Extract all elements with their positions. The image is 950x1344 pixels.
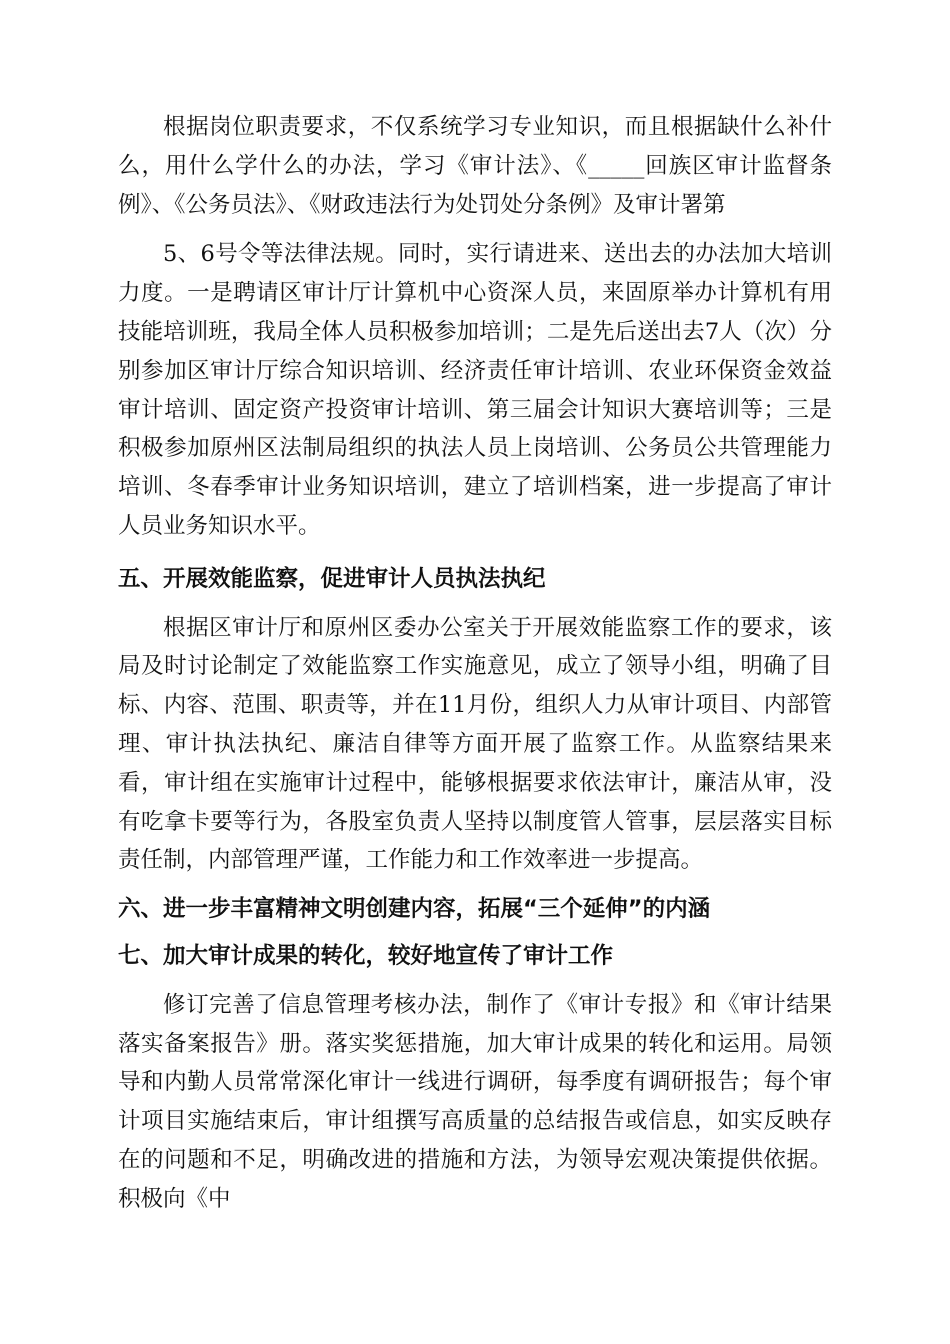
document-page bbox=[118, 108, 832, 1219]
section-heading-audit-results: 七、加大审计成果的转化，较好地宣传了审计工作 bbox=[118, 942, 614, 969]
paragraph-training-programs: 5、6号令等法律法规。同时，实行请进来、送出去的办法加大培训力度。一是聘请区审计厅计算机中心资深人员，来固原举办计算机有用技能培训班，我局全体人员积极参加培训；二是先后送出去7人（次）分别参加区审计厅综合知识培训、经济责任审计培训、农业环保资金效益审计培训、固定资产投资审计培训、第三届会计知识大赛培训等；三是积极参加原州区法制局组织的执法人员上岗培训、公务员公共管理能力培训、冬春季审计业务知识培训，建立了培训档案，进一步提高了审计人员业务知识水平。 bbox=[118, 241, 832, 539]
section-heading-efficiency-supervision: 五、开展效能监察，促进审计人员执法执纪 bbox=[118, 565, 546, 592]
paragraph-training-study: 根据岗位职责要求，不仅系统学习专业知识，而且根据缺什么补什么，用什么学什么的办法，学习《审计法》、《_____回族区审计监督条例》、《公务员法》、《财政违法行为处罚处分条例》及审计署第 bbox=[118, 114, 832, 218]
paragraph-audit-results: 修订完善了信息管理考核办法，制作了《审计专报》和《审计结果落实备案报告》册。落实奖惩措施，加大审计成果的转化和运用。局领导和内勤人员常常深化审计一线进行调研，每季度有调研报告；每个审计项目实施结束后，审计组撰写高质量的总结报告或信息，如实反映存在的问题和不足，明确改进的措施和方法，为领导宏观决策提供依据。积极向《中 bbox=[118, 991, 832, 1212]
paragraph-efficiency-supervision: 根据区审计厅和原州区委办公室关于开展效能监察工作的要求，该局及时讨论制定了效能监察工作实施意见，成立了领导小组，明确了目标、内容、范围、职责等，并在11月份，组织人力从审计项目、内部管理、审计执法执纪、廉洁自律等方面开展了监察工作。从监察结果来看，审计组在实施审计过程中，能够根据要求依法审计，廉洁从审，没有吃拿卡要等行为，各股室负责人坚持以制度管人管事，层层落实目标责任制，内部管理严谨，工作能力和工作效率进一步提高。 bbox=[118, 614, 832, 874]
section-heading-spiritual-civilization: 六、进一步丰富精神文明创建内容，拓展“三个延伸”的内涵 bbox=[118, 896, 711, 923]
